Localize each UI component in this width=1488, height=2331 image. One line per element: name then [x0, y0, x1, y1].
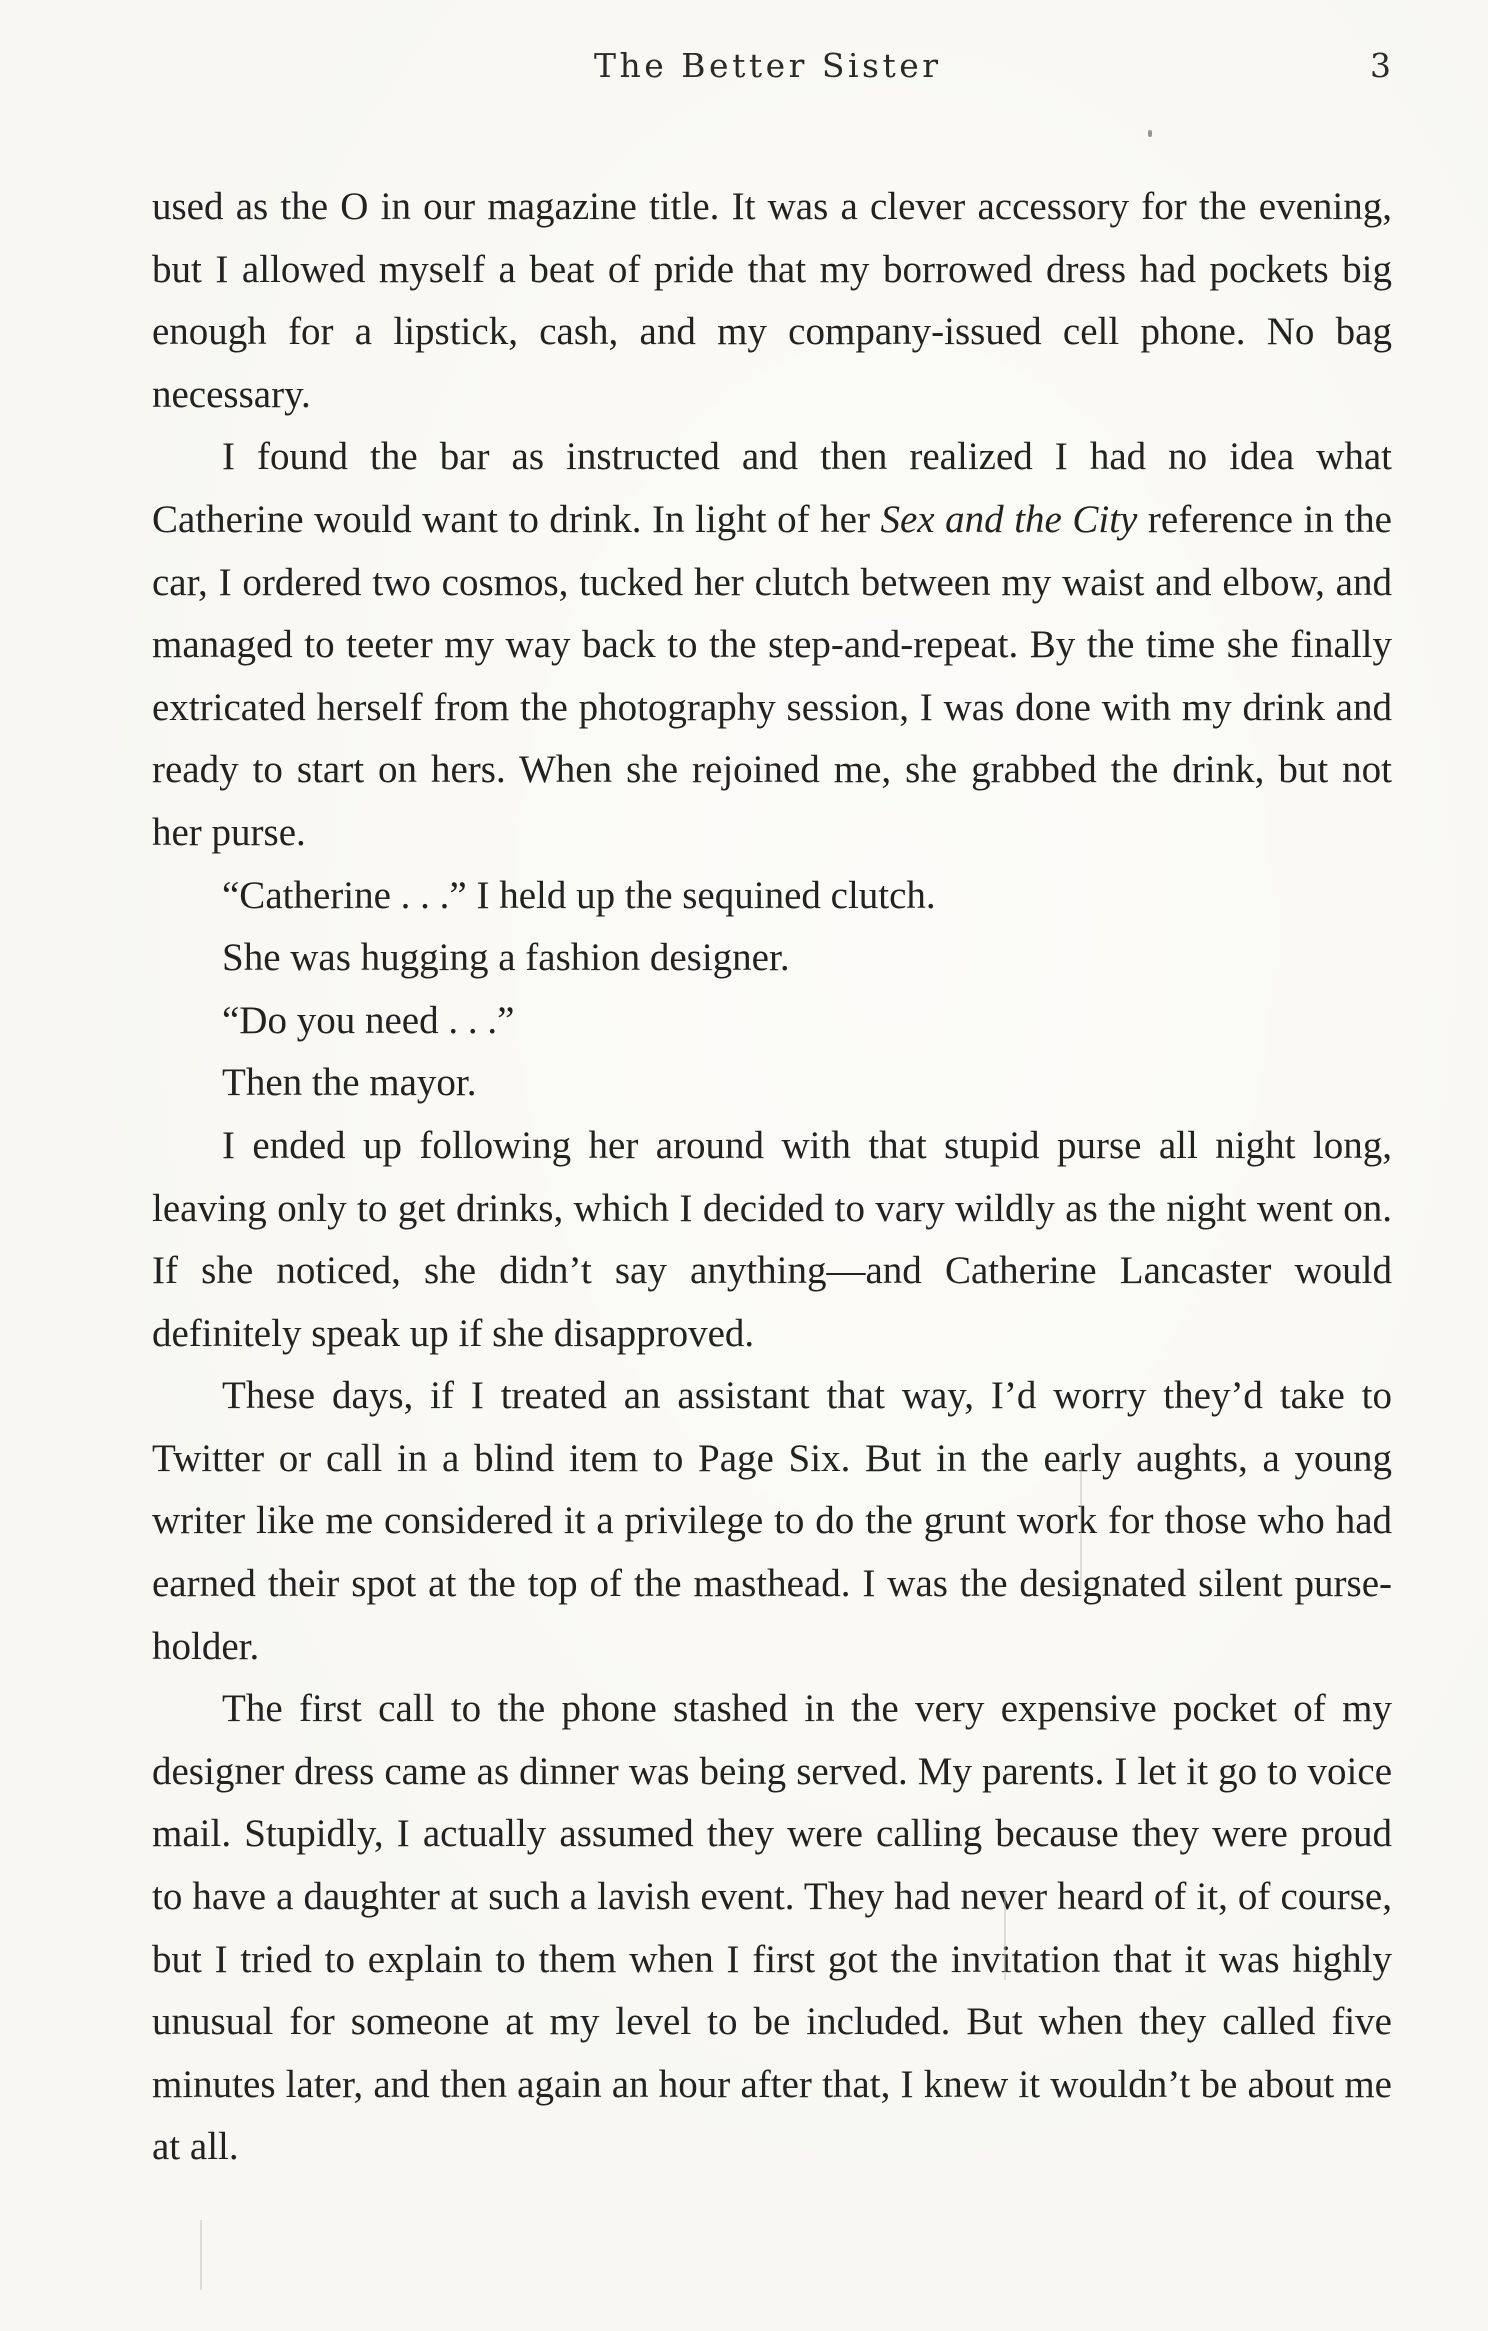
page-number: 3 [1370, 46, 1391, 85]
italic-title: Sex and the City [880, 497, 1138, 541]
body-text [152, 176, 1392, 2179]
paper-fiber [1080, 1450, 1082, 1590]
paragraph: The first call to the phone stashed in the very expensive pocket of my designer dress came as dinner was being served. My parents. I let it go to voice mail. Stupidly, I actually assumed they were calling because they were proud to have a daughter at such a lavish event. They had never heard of it, of course, but I tried to explain to them when I first got the invitation that it was highly unusual for someone at my level to be included. But when they called five minutes later, and then again an hour after that, I knew it wouldn’t be about me at all. [152, 1687, 1392, 2169]
paragraph: “Catherine . . .” I held up the sequined clutch. [222, 873, 936, 917]
paragraph-text: reference in the car, I ordered two cosmos, tucked her clutch between my waist and elbow, and managed to teeter my way back to the step-and-repeat. By the time she finally extricated herself from the photography session, I was done with my drink and ready to start on hers. When she rejoined me, she grabbed the drink, but not her purse. [152, 497, 1392, 854]
paper-fiber [1004, 1890, 1006, 1980]
paragraph: used as the O in our magazine title. It was a clever accessory for the evening, but I allowed myself a beat of pride that my borrowed dress had pockets big enough for a lipstick, cash, and my company-issued cell phone. No bag necessary. [152, 185, 1392, 416]
paragraph: Then the mayor. [222, 1061, 477, 1105]
running-header [0, 46, 1488, 90]
paragraph: She was hugging a fashion designer. [222, 936, 790, 980]
paper-fiber [200, 2220, 202, 2290]
paragraph: “Do you need . . .” [222, 998, 515, 1042]
paragraph: I ended up following her around with that stupid purse all night long, leaving only to get drinks, which I decided to vary wildly as the night went on. If she noticed, she didn’t say anything—and Catherine Lancaster would definitely speak up if she disapproved. [152, 1123, 1392, 1355]
paragraph [152, 426, 1392, 864]
paper-speck [1148, 130, 1152, 137]
paragraph-text: I found the bar as instructed and then realized I had no idea what Catherine would want to drink. In light of her [152, 435, 1392, 541]
running-title: The Better Sister [594, 46, 942, 85]
paragraph: These days, if I treated an assistant that way, I’d worry they’d take to Twitter or call in a blind item to Page Six. But in the early aughts, a young writer like me considered it a privilege to do the grunt work for those who had earned their spot at the top of the masthead. I was the designated silent purse-holder. [152, 1374, 1392, 1668]
